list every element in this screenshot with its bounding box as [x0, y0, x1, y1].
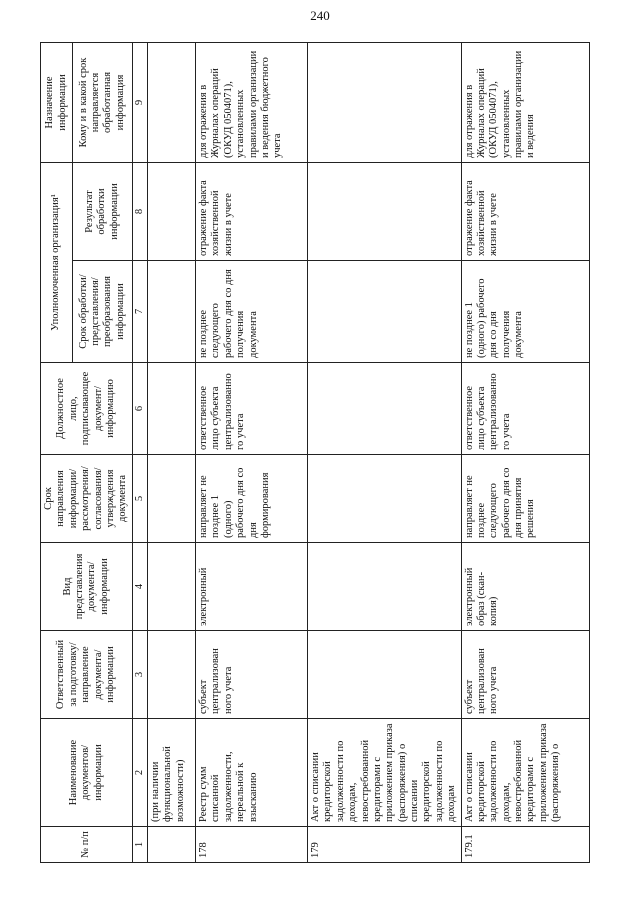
cell-deadline: направляет не позднее следующего рабочего дня со дня принятия решения: [461, 454, 589, 542]
cell-signer: ответственное лицо субъекта централизованно го учета: [196, 362, 308, 454]
col-number: 1: [132, 826, 147, 862]
cell-auth-result: [308, 162, 462, 260]
col-number: 5: [132, 454, 147, 542]
header-form: Вид представления документа/ информации: [41, 542, 133, 630]
cell-purpose: для отражения в Журналах операций (ОКУД 0504071), установленных правилами организации и ведения бюджетного учета: [196, 42, 308, 162]
header-deadline: Срок направления информации/ рассмотрения/ согласования/ утверждения документа: [41, 454, 133, 542]
cell-auth-result: [148, 162, 196, 260]
cell-auth-deadline: не позднее следующего рабочего дня со дня получения документа: [196, 260, 308, 362]
cell-form: [308, 542, 462, 630]
header-purpose: Назначение информации: [41, 42, 73, 162]
table-row: [148, 42, 196, 862]
cell-name: Акт о списании кредиторской задолженности по доходам, невостребованной кредиторами с приложением приказа (распоряжения) о: [461, 718, 589, 826]
cell-form: [148, 542, 196, 630]
header-authorized-org: Уполномоченная организация¹: [41, 162, 73, 362]
cell-purpose: [308, 42, 462, 162]
header-name: Наименование документов/ информации: [41, 718, 133, 826]
cell-name: (при наличии функциональной возможности): [148, 718, 196, 826]
cell-name: Акт о списании кредиторской задолженности по доходам, невостребованной кредиторами с приложением приказа (распоряжения) о списании кредиторской задолженности по доходам: [308, 718, 462, 826]
cell-purpose: для отражения в Журналах операций (ОКУД 0504071), установленных правилами организации и ведения: [461, 42, 589, 162]
col-number: 9: [132, 42, 147, 162]
cell-no: 178: [196, 826, 308, 862]
cell-name: Реестр сумм списанной задолженности, нереальной к взысканию: [196, 718, 308, 826]
document-table: [40, 42, 590, 863]
header-purpose-sub: Кому и в какой срок направляется обработанная информация: [73, 42, 132, 162]
cell-deadline: направляет не позднее 1 (одного) рабочего дня со дня формирования: [196, 454, 308, 542]
table-row: [196, 42, 308, 862]
cell-no: 179: [308, 826, 462, 862]
col-number: 8: [132, 162, 147, 260]
cell-responsible: [308, 630, 462, 718]
cell-form: электронный образ (скан-копия): [461, 542, 589, 630]
header-responsible: Ответственный за подготовку/ направление документа/ информации: [41, 630, 133, 718]
table-row: [308, 42, 462, 862]
header-no: № п/п: [41, 826, 133, 862]
cell-responsible: субъект централизован ного учета: [196, 630, 308, 718]
cell-form: электронный: [196, 542, 308, 630]
col-number: 4: [132, 542, 147, 630]
cell-no: [148, 826, 196, 862]
cell-responsible: [148, 630, 196, 718]
cell-auth-result: отражение факта хозяйственной жизни в учете: [461, 162, 589, 260]
column-numbers-row: [132, 42, 147, 862]
header-auth-result: Результат обработки информации: [73, 162, 132, 260]
header-row-group: [41, 42, 73, 862]
rotated-table-container: [40, 43, 600, 863]
page-number: 240: [310, 8, 330, 23]
cell-auth-deadline: [148, 260, 196, 362]
cell-responsible: субъект централизован ного учета: [461, 630, 589, 718]
col-number: 7: [132, 260, 147, 362]
header-auth-deadline: Срок обработки/ представления/ преобразования информации: [73, 260, 132, 362]
cell-auth-deadline: [308, 260, 462, 362]
cell-signer: [148, 362, 196, 454]
table-row: [461, 42, 589, 862]
cell-auth-deadline: не позднее 1 (одного) рабочего дня со дня получения документа: [461, 260, 589, 362]
cell-deadline: [308, 454, 462, 542]
header-signer: Должностное лицо, подписывающее документ/ информацию: [41, 362, 133, 454]
col-number: 2: [132, 718, 147, 826]
cell-signer: ответственное лицо субъекта централизованно го учета: [461, 362, 589, 454]
cell-deadline: [148, 454, 196, 542]
cell-purpose: [148, 42, 196, 162]
col-number: 6: [132, 362, 147, 454]
cell-signer: [308, 362, 462, 454]
cell-no: 179.1: [461, 826, 589, 862]
col-number: 3: [132, 630, 147, 718]
cell-auth-result: отражение факта хозяйственной жизни в учете: [196, 162, 308, 260]
